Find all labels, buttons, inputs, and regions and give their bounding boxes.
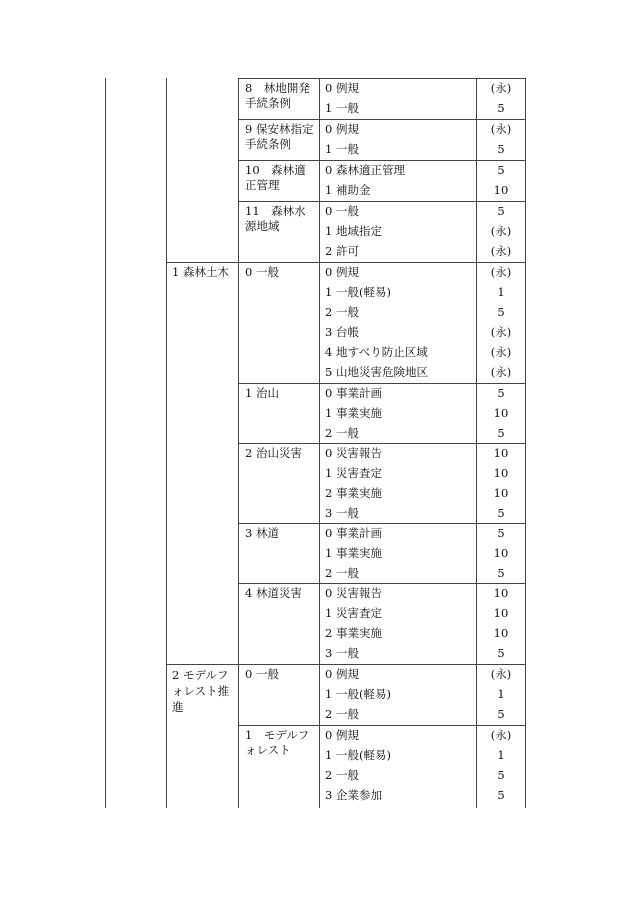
major-category-cell: 2 モデルフォレスト推進 xyxy=(172,668,230,714)
retention-period-cell: 5 xyxy=(497,305,505,319)
small-category-cell: 3 台帳 xyxy=(325,325,359,339)
small-category-cell: 1 地域指定 xyxy=(325,224,382,238)
middle-category-cell: 1 モデルフォレスト xyxy=(245,728,310,757)
row-line xyxy=(238,583,526,584)
retention-period-cell: (永) xyxy=(490,365,512,379)
col-line-2 xyxy=(166,78,167,808)
retention-period-cell: 10 xyxy=(493,486,509,500)
small-category-cell: 2 事業実施 xyxy=(325,626,382,640)
retention-period-cell: (永) xyxy=(490,728,512,742)
retention-period-cell: 5 xyxy=(497,101,505,115)
small-category-cell: 0 災害報告 xyxy=(325,446,382,460)
small-category-cell: 0 例規 xyxy=(325,265,359,279)
small-category-cell: 0 一般 xyxy=(325,204,359,218)
retention-period-cell: 5 xyxy=(497,142,505,156)
retention-period-cell: 10 xyxy=(493,466,509,480)
row-line xyxy=(238,78,526,79)
row-line xyxy=(238,523,526,524)
small-category-cell: 2 許可 xyxy=(325,244,359,258)
middle-category-cell: 10 森林適正管理 xyxy=(245,163,306,192)
retention-period-cell: 5 xyxy=(497,163,505,177)
row-line xyxy=(238,201,526,202)
small-category-cell: 1 一般(軽易) xyxy=(325,748,391,762)
middle-category-cell: 1 治山 xyxy=(245,386,279,400)
small-category-cell: 0 事業計画 xyxy=(325,386,382,400)
small-category-cell: 2 一般 xyxy=(325,768,359,782)
small-category-cell: 0 例規 xyxy=(325,122,359,136)
retention-period-cell: (永) xyxy=(490,224,512,238)
middle-category-cell: 9 保安林指定手続条例 xyxy=(245,122,314,151)
small-category-cell: 0 事業計画 xyxy=(325,526,382,540)
retention-period-cell: 10 xyxy=(493,626,509,640)
small-category-cell: 1 災害査定 xyxy=(325,606,382,620)
middle-category-cell: 0 一般 xyxy=(245,265,279,279)
retention-period-cell: 10 xyxy=(493,183,509,197)
retention-period-cell: 10 xyxy=(493,586,509,600)
retention-period-cell: 5 xyxy=(497,768,505,782)
small-category-cell: 2 一般 xyxy=(325,707,359,721)
small-category-cell: 5 山地災害危険地区 xyxy=(325,365,428,379)
small-category-cell: 3 一般 xyxy=(325,506,359,520)
retention-period-cell: 5 xyxy=(497,707,505,721)
small-category-cell: 1 一般(軽易) xyxy=(325,285,391,299)
middle-category-cell: 3 林道 xyxy=(245,526,279,540)
major-category-cell: 1 森林土木 xyxy=(172,265,229,279)
retention-period-cell: (永) xyxy=(490,122,512,136)
retention-period-cell: (永) xyxy=(490,667,512,681)
retention-period-cell: 5 xyxy=(497,566,505,580)
small-category-cell: 0 例規 xyxy=(325,728,359,742)
retention-period-cell: 1 xyxy=(497,285,505,299)
retention-period-cell: 5 xyxy=(497,426,505,440)
retention-period-cell: (永) xyxy=(490,325,512,339)
retention-period-cell: 5 xyxy=(497,386,505,400)
retention-period-cell: 10 xyxy=(493,406,509,420)
middle-category-cell: 4 林道災害 xyxy=(245,586,302,600)
small-category-cell: 1 事業実施 xyxy=(325,406,382,420)
row-line xyxy=(238,725,526,726)
retention-period-cell: (永) xyxy=(490,244,512,258)
row-line xyxy=(238,443,526,444)
row-line xyxy=(238,160,526,161)
small-category-cell: 3 企業参加 xyxy=(325,788,382,802)
col-line-1 xyxy=(105,78,106,808)
small-category-cell: 2 事業実施 xyxy=(325,486,382,500)
retention-period-cell: (永) xyxy=(490,265,512,279)
retention-period-cell: 1 xyxy=(497,687,505,701)
small-category-cell: 1 補助金 xyxy=(325,183,371,197)
middle-category-cell: 2 治山災害 xyxy=(245,446,302,460)
retention-period-cell: 10 xyxy=(493,546,509,560)
small-category-cell: 1 事業実施 xyxy=(325,546,382,560)
row-line xyxy=(238,119,526,120)
retention-period-cell: 5 xyxy=(497,506,505,520)
retention-period-cell: (永) xyxy=(490,345,512,359)
small-category-cell: 0 例規 xyxy=(325,81,359,95)
row-line xyxy=(166,262,526,263)
small-category-cell: 1 災害査定 xyxy=(325,466,382,480)
small-category-cell: 1 一般 xyxy=(325,101,359,115)
row-line xyxy=(166,664,526,665)
small-category-cell: 0 災害報告 xyxy=(325,586,382,600)
small-category-cell: 2 一般 xyxy=(325,305,359,319)
small-category-cell: 4 地すべり防止区域 xyxy=(325,345,428,359)
retention-period-cell: 10 xyxy=(493,606,509,620)
small-category-cell: 0 例規 xyxy=(325,667,359,681)
middle-category-cell: 11 森林水源地域 xyxy=(245,204,306,233)
retention-period-cell: 5 xyxy=(497,788,505,802)
small-category-cell: 2 一般 xyxy=(325,426,359,440)
middle-category-cell: 8 林地開発手続条例 xyxy=(245,81,310,110)
middle-category-cell: 0 一般 xyxy=(245,667,279,681)
small-category-cell: 1 一般(軽易) xyxy=(325,687,391,701)
small-category-cell: 0 森林適正管理 xyxy=(325,163,405,177)
retention-period-cell: 5 xyxy=(497,526,505,540)
small-category-cell: 2 一般 xyxy=(325,566,359,580)
small-category-cell: 1 一般 xyxy=(325,142,359,156)
retention-period-cell: 5 xyxy=(497,646,505,660)
row-line xyxy=(238,383,526,384)
retention-period-cell: 5 xyxy=(497,204,505,218)
retention-period-cell: (永) xyxy=(490,81,512,95)
small-category-cell: 3 一般 xyxy=(325,646,359,660)
retention-period-cell: 10 xyxy=(493,446,509,460)
retention-period-cell: 1 xyxy=(497,748,505,762)
